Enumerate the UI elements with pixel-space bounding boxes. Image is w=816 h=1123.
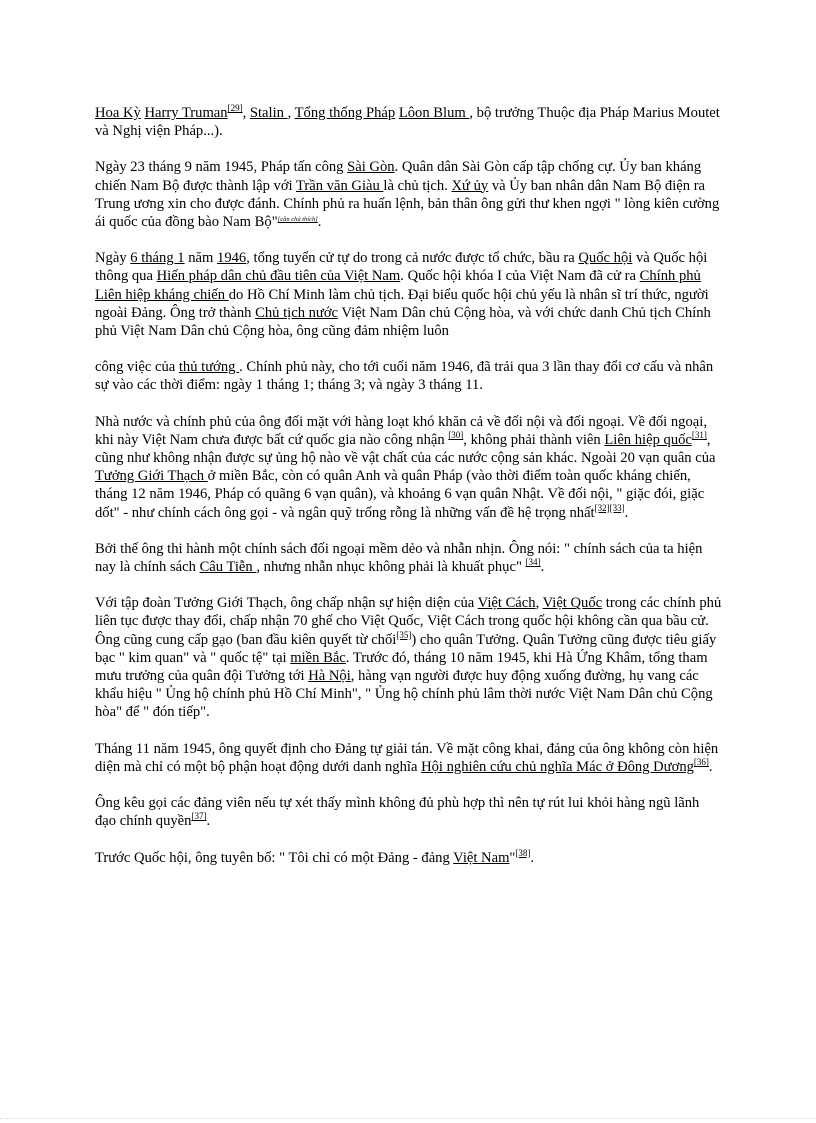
- text: . Trước đó, tháng 10 năm 1945, khi Hà Ứng Khâm, tổng tham mưu trưởng của quân đội Tưởng tới: [95, 649, 708, 685]
- text: Việt Nam Dân chủ Cộng hòa, và với chức danh Chủ tịch Chính phủ Việt Nam Dân chủ Cộng hòa, ông cũng đảm nhiệm luôn: [95, 304, 711, 340]
- text: và Ủy ban nhân dân Nam Bộ điện ra Trung ương xin cho được đánh. Chính phủ ra huấn lệnh, bản thân ông gửi thư khen ngợi " lòng kiên cường ái quốc của đồng bào Nam Bộ": [95, 177, 720, 231]
- link-ha-noi[interactable]: Hà Nội: [308, 668, 351, 685]
- paragraph-6: [95, 594, 723, 721]
- text: Trước Quốc hội, ông tuyên bố: " Tôi chỉ có một Đảng - đảng: [95, 849, 454, 866]
- paragraph-1: [95, 104, 723, 140]
- text: , tổng tuyển cử tự do trong cả nước được tổ chức, bầu ra: [246, 250, 579, 267]
- text: ở miền Bắc, còn có quân Anh và quân Pháp (vào thời điểm toàn quốc kháng chiến, tháng 12 năm 1946, Pháp có quãng 6 vạn quân), và khoảng 6 vạn quân Nhật. Về đối nội, " giặc đói, giặc dốt" - như chính cách ông gọi - và ngân quỹ trống rỗng là những vấn đề hệ trọng nhất: [95, 468, 705, 521]
- text: , cũng như không nhận được sự ủng hộ nào về vật chất của các nước cộng sản khác. Ngoài 20 vạn quân của: [95, 431, 716, 467]
- text: .: [708, 758, 713, 775]
- text: ,: [535, 595, 543, 612]
- link-harry-truman[interactable]: Harry Truman: [144, 105, 228, 121]
- citation-34[interactable]: [34]: [525, 557, 541, 568]
- text: Ngày 23 tháng 9 năm 1945, Pháp tấn công: [95, 159, 348, 176]
- link-1946[interactable]: 1946: [217, 250, 247, 267]
- link-cau-tien[interactable]: Câu Tiễn: [199, 559, 257, 576]
- paragraph-3: [95, 249, 723, 340]
- citation-36[interactable]: [36]: [693, 756, 709, 767]
- text: công việc của: [95, 359, 179, 376]
- link-tuong-gioi-thach[interactable]: Tưởng Giới Thạch: [95, 468, 208, 485]
- text: .: [624, 504, 629, 521]
- citation-37[interactable]: [37]: [191, 811, 207, 822]
- link-hoi-nghien-cuu[interactable]: Hội nghiên cứu chủ nghĩa Mác ở Đông Dương: [421, 758, 694, 775]
- text: Ông kêu gọi các đảng viên nếu tự xét thấy mình không đủ phù hợp thì nên tự rút lui khỏi hàng ngũ lãnh đạo chính quyền: [95, 795, 700, 830]
- citation-31[interactable]: [31]: [691, 429, 707, 440]
- text: Ngày: [95, 250, 131, 267]
- page-bottom-divider: [0, 1118, 816, 1120]
- text: do Hồ Chí Minh làm chủ tịch. Đại biểu quốc hội chủ yếu là nhân sĩ trí thức, người ngoài Đảng. Ông trở thành: [95, 286, 709, 321]
- citation-32-33[interactable]: [32][33]: [594, 502, 625, 513]
- link-lien-hiep-quoc[interactable]: Liên hiệp quốc: [604, 431, 692, 448]
- text: ) cho quân Tưởng. Quân Tưởng cũng được tiêu giấy bạc " kim quan" và " quốc tệ" tại: [95, 631, 717, 666]
- text: Nhà nước và chính phủ của ông đối mặt với hàng loạt khó khăn cả về đối nội và đối ngoại. Về đối ngoại, khi này Việt Nam chưa được bất cứ quốc gia nào công nhận: [95, 413, 707, 448]
- paragraph-9: [95, 849, 723, 867]
- text: Tháng 11 năm 1945, ông quyết định cho Đảng tự giải tán. Về mặt công khai, đảng của ông không còn hiện diện mà chỉ có một bộ phận hoạt động dưới danh nghĩa: [95, 740, 719, 775]
- link-hien-phap[interactable]: Hiến pháp dân chủ đầu tiên của Việt Nam: [156, 268, 401, 285]
- text: . Quốc hội khóa I của Việt Nam đã cử ra: [400, 268, 640, 285]
- link-sai-gon[interactable]: Sài Gòn: [347, 159, 395, 176]
- link-viet-nam[interactable]: Việt Nam: [453, 849, 510, 866]
- citation-38[interactable]: [38]: [515, 847, 531, 858]
- link-loon-blum[interactable]: Lôon Blum: [398, 105, 470, 121]
- text: Với tập đoàn Tưởng Giới Thạch, ông chấp nhận sự hiện diện của: [95, 595, 478, 612]
- text: .: [530, 849, 535, 866]
- paragraph-4: [95, 413, 723, 522]
- link-tran-van-giau[interactable]: Trần văn Giàu: [296, 177, 384, 194]
- text: ,: [287, 105, 295, 121]
- text: , nhưng nhẫn nhục không phải là khuất phục": [256, 559, 526, 576]
- link-xu-uy[interactable]: Xứ ủy: [451, 177, 489, 194]
- paragraph-7: [95, 740, 723, 776]
- citation-30[interactable]: [30]: [448, 429, 464, 440]
- link-thu-tuong[interactable]: thủ tướng: [178, 359, 240, 376]
- link-viet-quoc[interactable]: Việt Quốc: [542, 595, 603, 612]
- link-chu-tich-nuoc[interactable]: Chủ tịch nước: [255, 304, 339, 321]
- text: , không phải thành viên: [463, 431, 605, 448]
- text: .: [317, 214, 322, 231]
- text: Bởi thế ông thi hành một chính sách đối ngoại mềm dẻo và nhẫn nhịn. Ông nói: " chính sách của ta hiện nay là chính sách: [95, 540, 703, 576]
- citation-needed[interactable]: [cần chú thích]: [277, 216, 318, 224]
- paragraph-2: [95, 158, 723, 231]
- text: , bộ trưởng Thuộc địa Pháp Marius Moutet và Nghị viện Pháp...).: [95, 105, 720, 140]
- paragraph-8: [95, 794, 723, 830]
- paragraph-3-continued: [95, 358, 723, 394]
- text: .: [206, 813, 211, 830]
- text: trong các chính phủ liên tục được thay đổi, chấp nhận 70 ghế cho Việt Quốc, Việt Cách trong quốc hội không cần qua bầu cử. Ông cũng cung cấp gạo (ban đầu kiên quyết từ chối: [95, 595, 722, 648]
- text: . Quân dân Sài Gòn cấp tập chống cự. Ủy ban kháng chiến Nam Bộ được thành lập với: [95, 159, 702, 194]
- link-viet-cach[interactable]: Việt Cách: [477, 595, 536, 612]
- text: ": [509, 849, 516, 866]
- text: ,: [242, 105, 250, 121]
- citation-35[interactable]: [35]: [396, 629, 412, 640]
- text: là chủ tịch.: [383, 177, 452, 194]
- link-chinh-phu-lien-hiep[interactable]: Chính phủ Liên hiệp kháng chiến: [95, 268, 701, 303]
- link-mien-bac[interactable]: miền Bắc: [290, 649, 346, 666]
- link-hoa-ky[interactable]: Hoa Kỳ: [95, 105, 141, 121]
- citation-29[interactable]: [29]: [227, 103, 243, 113]
- link-tong-thong-phap[interactable]: Tổng thống Pháp: [294, 105, 396, 121]
- text: năm: [184, 250, 218, 267]
- paragraph-5: [95, 540, 723, 576]
- document-page: [95, 104, 723, 885]
- text: . Chính phủ này, cho tới cuối năm 1946, đã trải qua 3 lần thay đổi cơ cấu và nhân sự vào các thời điểm: ngày 1 tháng 1; tháng 3; và ngày 3 tháng 11.: [95, 359, 714, 394]
- link-stalin[interactable]: Stalin: [249, 105, 288, 121]
- text: , hàng vạn người được huy động xuống đường, hụ vang các khẩu hiệu " Ủng hộ chính phủ Hồ Chí Minh", " Ủng hộ chính phủ lâm thời nước Việt Nam Dân chủ Cộng hòa" để " đón tiếp".: [95, 668, 713, 721]
- link-6-thang-1[interactable]: 6 tháng 1: [130, 250, 185, 267]
- text: và Quốc hội thông qua: [95, 250, 708, 285]
- text: .: [540, 559, 545, 576]
- link-quoc-hoi[interactable]: Quốc hội: [578, 250, 633, 267]
